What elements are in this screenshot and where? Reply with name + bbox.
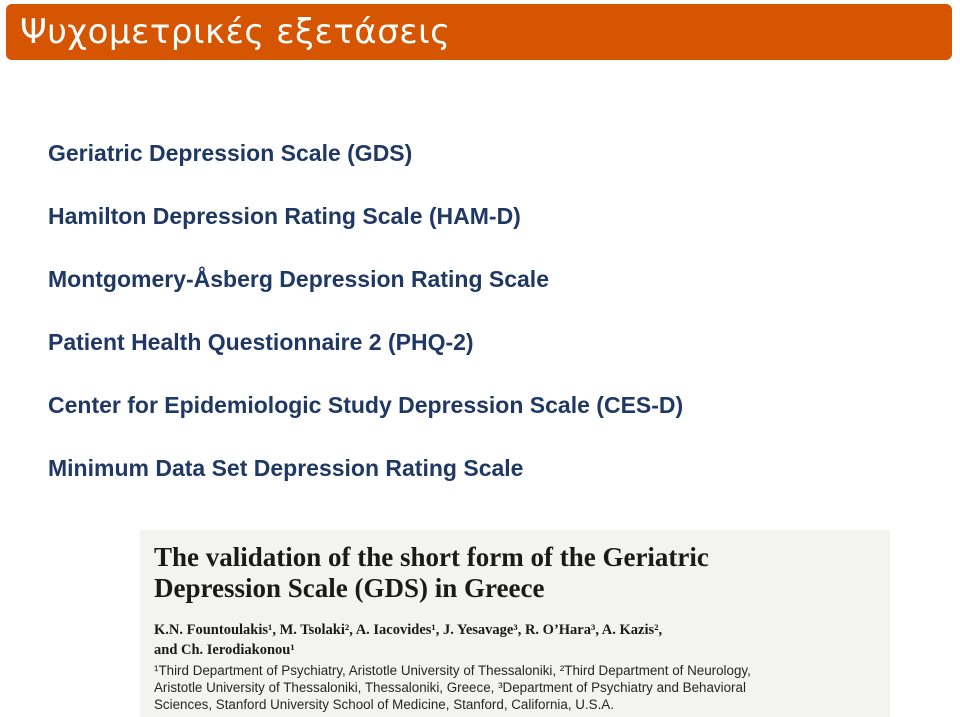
paper-title-line: Depression Scale (GDS) in Greece (154, 573, 545, 603)
slide-title: Ψυχομετρικές εξετάσεις (20, 12, 451, 52)
paper-affiliations (154, 662, 751, 713)
scale-item-phq-2: Patient Health Questionnaire 2 (PHQ-2) (48, 329, 474, 355)
scale-list (48, 136, 683, 514)
paper-affiliation-line: Sciences, Stanford University School of Medicine, Stanford, California, U.S.A. (154, 697, 614, 712)
scale-item-ces-d: Center for Epidemiologic Study Depression Scale (CES-D) (48, 392, 684, 418)
scale-item-madrs: Montgomery-Åsberg Depression Rating Scale (48, 266, 549, 292)
paper-title-line: The validation of the short form of the Geriatric (154, 542, 709, 572)
scale-item-ham-d: Hamilton Depression Rating Scale (HAM-D) (48, 203, 521, 229)
paper-title (154, 542, 709, 604)
paper-affiliation-line: ¹Third Department of Psychiatry, Aristotle University of Thessaloniki, ²Third Department of Neurology, (154, 663, 751, 678)
paper-affiliation-line: Aristotle University of Thessaloniki, Thessaloniki, Greece, ³Department of Psychiatry and Behavioral (154, 680, 746, 695)
paper-authors-line: K.N. Fountoulakis¹, M. Tsolaki², A. Iacovides¹, J. Yesavage³, R. O’Hara³, A. Kazis², (154, 622, 663, 638)
slide-title-bar (6, 4, 952, 60)
paper-authors-line: and Ch. Ierodiakonou¹ (154, 642, 295, 658)
scale-item-gds: Geriatric Depression Scale (GDS) (48, 140, 413, 166)
scale-item-mds: Minimum Data Set Depression Rating Scale (48, 455, 524, 481)
paper-excerpt-image (140, 530, 890, 717)
paper-authors (154, 620, 662, 660)
